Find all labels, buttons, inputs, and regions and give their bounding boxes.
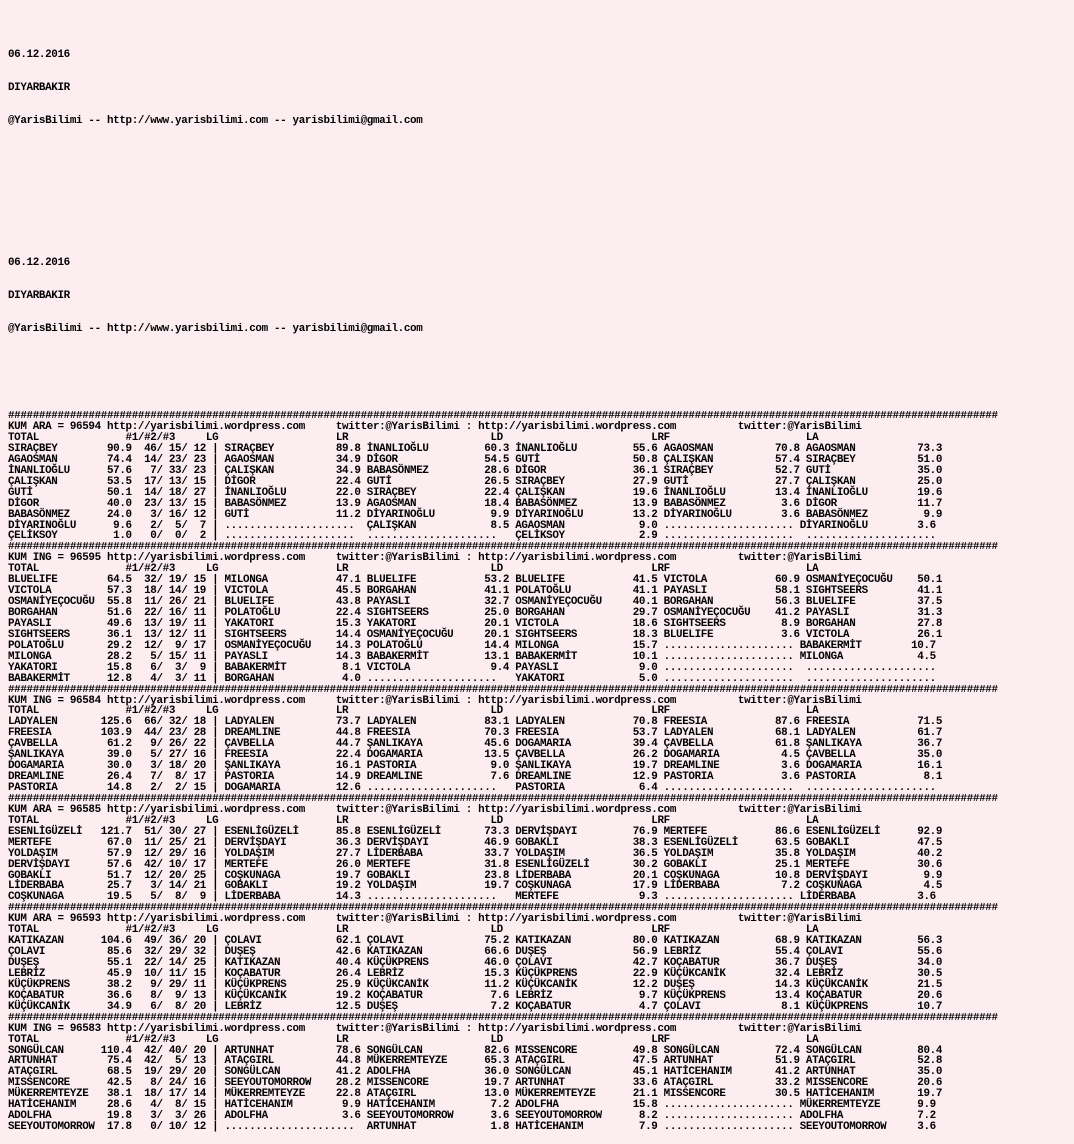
table-row: KÜÇÜKCANİK 34.9 6/ 8/ 20 | LEBRİZ 12.5 DUŞEŞ 7.2 KOÇABATUR 4.7 ÇOLAVI 8.1 KÜÇÜKPRENS 10.7 [8,1000,943,1013]
table-row: ŞANLIKAYA 39.0 5/ 27/ 16 | FREESIA 22.4 DOGAMARIA 13.5 ÇAVBELLA 26.2 DOGAMARIA 4.5 ÇAVBELLA 35.0 [8,749,943,762]
separator-line: ################################################################################################################################################################ [8,1012,998,1024]
table-row: ARTUNHAT 75.4 42/ 5/ 13 | ATAÇGIRL 44.8 MÜKERREMTEYZE 65.3 ATAÇGIRL 47.5 ARTUNHAT 51.9 ATAÇGIRL 52.8 [8,1055,943,1068]
table-row: İNANLIOĞLU 57.6 7/ 33/ 23 | ÇALIŞKAN 34.9 BABASÖNMEZ 28.6 DİGOR 36.1 SIRAÇBEY 52.7 GUTİ 35.0 [8,464,943,477]
table-row: MISSENCORE 42.5 8/ 24/ 16 | SEEYOUTOMORROW 28.2 MISSENCORE 19.7 ARTUNHAT 33.6 ATAÇGIRL 33.2 MISSENCORE 20.6 [8,1077,943,1090]
table-row: PAYASLI 49.6 13/ 19/ 11 | YAKATORI 15.3 YAKATORI 20.1 VICTOLA 18.6 SIGHTSEERS 8.9 BORGAHAN 27.8 [8,617,943,630]
table-row: DİYARINOĞLU 9.6 2/ 5/ 7 | ..................... ÇALIŞKAN 8.5 AGAOSMAN 9.0 ..................... DİYARINOĞLU 3.6 [8,519,936,532]
table-row: VICTOLA 57.3 18/ 14/ 19 | VICTOLA 45.5 BORGAHAN 41.1 POLATOĞLU 41.1 PAYASLI 58.1 SIGHTSEERS 41.1 [8,585,943,598]
table-row: GOBAKLI 51.7 12/ 20/ 25 | COŞKUNAGA 19.7 GOBAKLI 23.8 LİDERBABA 20.1 COŞKUNAGA 10.8 DERVİŞDAYI 9.9 [8,869,943,882]
table-row: FREESIA 103.9 44/ 23/ 28 | DREAMLINE 44.8 FREESIA 70.3 FREESIA 53.7 LADYALEN 68.1 LADYALEN 61.7 [8,727,943,740]
table-row: DERVİŞDAYI 57.6 42/ 10/ 17 | MERTEFE 26.0 MERTEFE 31.8 ESENLİGÜZELİ 30.2 GOBAKLI 25.1 MERTEFE 30.6 [8,858,943,871]
table-row: GUTİ 50.1 14/ 18/ 27 | İNANLIOĞLU 22.0 SIRAÇBEY 22.4 ÇALIŞKAN 19.6 İNANLIOĞLU 13.4 İNANLIOĞLU 19.6 [8,486,943,499]
table-row: ÇALIŞKAN 53.5 17/ 13/ 15 | DİGOR 22.4 GUTİ 26.5 SIRAÇBEY 27.9 GUTİ 27.7 ÇALIŞKAN 25.0 [8,475,943,488]
table-row: HATİCEHANIM 28.6 4/ 8/ 15 | HATİCEHANIM 9.9 HATİCEHANIM 7.2 ADOLFHA 15.8 ..................... MÜKERREMTEYZE 9.9 [8,1099,936,1112]
column-headers: TOTAL #1/#2/#3 LG LR LD LRF LA [8,814,819,827]
table-row: ADOLFHA 19.8 3/ 3/ 26 | ADOLFHA 3.6 SEEYOUTOMORROW 3.6 SEEYOUTOMORROW 8.2 ..................... ADOLFHA 7.2 [8,1110,936,1123]
separator-line: ################################################################################################################################################################ [8,411,998,423]
table-row: AGAOSMAN 74.4 14/ 23/ 23 | AGAOSMAN 34.9 DİGOR 54.5 GUTİ 50.8 ÇALIŞKAN 57.4 SIRAÇBEY 51.0 [8,453,943,466]
table-row: DUŞEŞ 55.1 22/ 14/ 25 | KATIKAZAN 40.4 KÜÇÜKPRENS 46.0 ÇOLAVI 42.7 KOÇABATUR 36.7 DUŞEŞ 34.0 [8,957,943,969]
table-row: BABASÖNMEZ 24.0 3/ 16/ 12 | GUTİ 11.2 DİYARINOĞLU 9.9 DİYARINOĞLU 13.2 DİYARINOĞLU 3.6 BABASÖNMEZ 9.9 [8,508,943,521]
race-table [8,1013,998,1133]
race-table [8,794,998,903]
header-block-2 [8,236,998,356]
column-headers: TOTAL #1/#2/#3 LG LR LD LRF LA [8,705,819,718]
column-headers: TOTAL #1/#2/#3 LG LR LD LRF LA [8,563,819,576]
table-row: LİDERBABA 25.7 3/ 14/ 21 | GOBAKLI 19.2 YOLDAŞIM 19.7 COŞKUNAGA 17.9 LİDERBABA 7.2 COŞKUNAGA 4.5 [8,880,943,893]
race-table [8,903,998,1012]
race-header: KUM ARA = 96585 http://yarisbilimi.wordpress.com twitter:@YarisBilimi : http://yarisbilimi.wordpress.com twitter:@YarisBilimi [8,803,862,816]
table-row: KOÇABATUR 36.6 8/ 9/ 13 | KÜÇÜKCANİK 19.2 KOÇABATUR 7.6 LEBRİZ 9.7 KÜÇÜKPRENS 13.4 KOÇABATUR 20.6 [8,989,943,1002]
table-row: KÜÇÜKPRENS 38.2 9/ 29/ 11 | KÜÇÜKPRENS 25.9 KÜÇÜKCANİK 11.2 KÜÇÜKCANİK 12.2 DUŞEŞ 14.3 KÜÇÜKCANİK 21.5 [8,978,943,991]
table-row: LEBRİZ 45.9 10/ 11/ 15 | KOÇABATUR 26.4 LEBRİZ 15.3 KÜÇÜKPRENS 22.9 KÜÇÜKCANİK 32.4 LEBRİZ 30.5 [8,967,943,980]
race-tables [8,411,998,1133]
separator-line: ################################################################################################################################################################ [8,542,998,554]
column-headers: TOTAL #1/#2/#3 LG LR LD LRF LA [8,1033,819,1046]
table-row: SEEYOUTOMORROW 17.8 0/ 10/ 12 | ..................... ARTUNHAT 1.8 HATİCEHANIM 7.9 ..................... SEEYOUTOMORROW 3.6 [8,1121,936,1134]
table-row: BABAKERMİT 12.8 4/ 3/ 11 | BORGAHAN 4.0 ..................... YAKATORI 5.0 ..................... ..................... [8,672,936,685]
header-city: DIYARBAKIR [8,81,70,94]
table-row: SIGHTSEERS 36.1 13/ 12/ 11 | SIGHTSEERS 14.4 OSMANİYEÇOCUĞU 20.1 SIGHTSEERS 18.3 BLUELIFE 3.6 VICTOLA 26.1 [8,628,943,641]
separator-line: ################################################################################################################################################################ [8,793,998,805]
table-row: BLUELIFE 64.5 32/ 19/ 15 | MILONGA 47.1 BLUELIFE 53.2 BLUELIFE 41.5 VICTOLA 60.9 OSMANİYEÇOCUĞU 50.1 [8,574,943,587]
table-row: ÇOLAVI 85.6 32/ 29/ 32 | DUŞEŞ 42.6 KATIKAZAN 66.6 DUŞEŞ 56.9 LEBRİZ 55.4 ÇOLAVI 55.6 [8,946,943,959]
table-row: MÜKERREMTEYZE 38.1 18/ 17/ 14 | MÜKERREMTEYZE 22.8 ATAÇGIRL 13.0 MÜKERREMTEYZE 21.1 MISSENCORE 30.5 HATİCEHANIM 19.7 [8,1088,943,1101]
race-table [8,411,998,542]
race-table [8,542,998,684]
table-row: ATAÇGIRL 68.5 19/ 29/ 20 | SONGÜLCAN 41.2 ADOLFHA 36.0 SONGÜLCAN 45.1 HATİCEHANIM 41.2 ARTUNHAT 35.0 [8,1066,943,1079]
document-body [8,6,998,1144]
race-header: KUM ARA = 96593 http://yarisbilimi.wordpress.com twitter:@YarisBilimi : http://yarisbilimi.wordpress.com twitter:@YarisBilimi [8,913,862,926]
table-row: OSMANİYEÇOCUĞU 55.8 11/ 26/ 21 | BLUELIFE 43.8 PAYASLI 32.7 OSMANİYEÇOCUĞU 40.1 BORGAHAN 56.3 BLUELIFE 37.5 [8,596,943,609]
header-block-1 [8,28,998,148]
table-row: ÇELİKSOY 1.0 0/ 0/ 2 | ..................... ..................... ÇELİKSOY 2.9 ..................... ..................... [8,530,936,543]
column-headers: TOTAL #1/#2/#3 LG LR LD LRF LA [8,432,819,444]
race-header: KUM ARA = 96594 http://yarisbilimi.wordpress.com twitter:@YarisBilimi : http://yarisbilimi.wordpress.com twitter:@YarisBilimi [8,421,862,434]
table-row: MERTEFE 67.0 11/ 25/ 21 | DERVİŞDAYI 36.3 DERVİŞDAYI 46.9 GOBAKLI 38.3 ESENLİGÜZELİ 63.5 GOBAKLI 47.5 [8,836,943,849]
table-row: DİGOR 40.0 23/ 13/ 15 | BABASÖNMEZ 13.9 AGAOSMAN 18.4 BABASÖNMEZ 13.9 BABASÖNMEZ 3.6 DİGOR 11.7 [8,497,943,510]
table-row: MILONGA 28.2 5/ 15/ 11 | PAYASLI 14.3 BABAKERMİT 13.1 BABAKERMİT 10.1 ..................... MILONGA 4.5 [8,650,936,663]
table-row: DREAMLINE 26.4 7/ 8/ 17 | PASTORIA 14.9 DREAMLINE 7.6 DREAMLINE 12.9 PASTORIA 3.6 PASTORIA 8.1 [8,771,943,784]
header-date: 06.12.2016 [8,48,70,61]
race-header: KUM ING = 96583 http://yarisbilimi.wordpress.com twitter:@YarisBilimi : http://yarisbilimi.wordpress.com twitter:@YarisBilimi [8,1022,862,1035]
header-date: 06.12.2016 [8,256,70,269]
table-row: KATIKAZAN 104.6 49/ 36/ 20 | ÇOLAVI 62.1 ÇOLAVI 75.2 KATIKAZAN 80.0 KATIKAZAN 68.9 KATIKAZAN 56.3 [8,935,943,948]
separator-line: ################################################################################################################################################################ [8,684,998,696]
table-row: ÇAVBELLA 61.2 9/ 26/ 22 | ÇAVBELLA 44.7 ŞANLIKAYA 45.6 DOGAMARIA 39.4 ÇAVBELLA 61.8 ŞANLIKAYA 36.7 [8,738,943,751]
race-header: KUM ING = 96595 http://yarisbilimi.wordpress.com twitter:@YarisBilimi : http://yarisbilimi.wordpress.com twitter:@YarisBilimi [8,552,862,565]
table-row: DOGAMARIA 30.0 3/ 18/ 20 | ŞANLIKAYA 16.1 PASTORIA 9.0 ŞANLIKAYA 19.7 DREAMLINE 3.6 DOGAMARIA 16.1 [8,760,943,773]
header-city: DIYARBAKIR [8,289,70,302]
table-row: YOLDAŞIM 57.9 12/ 29/ 16 | YOLDAŞIM 27.7 LİDERBABA 33.7 YOLDAŞIM 36.5 YOLDAŞIM 35.8 YOLDAŞIM 40.2 [8,847,943,860]
header-contact: @YarisBilimi -- http://www.yarisbilimi.com -- yarisbilimi@gmail.com [8,114,423,127]
table-row: POLATOĞLU 29.2 12/ 9/ 17 | OSMANİYEÇOCUĞU 14.3 POLATOĞLU 14.4 MILONGA 15.7 ..................... BABAKERMİT 10.7 [8,639,936,652]
table-row: ESENLİGÜZELİ 121.7 51/ 30/ 27 | ESENLİGÜZELİ 85.8 ESENLİGÜZELİ 73.3 DERVİŞDAYI 76.9 MERTEFE 86.6 ESENLİGÜZELİ 92.9 [8,825,943,838]
table-row: COŞKUNAGA 19.5 5/ 8/ 9 | LİDERBABA 14.3 ..................... MERTEFE 9.3 ..................... LİDERBABA 3.6 [8,891,936,904]
column-headers: TOTAL #1/#2/#3 LG LR LD LRF LA [8,924,819,937]
table-row: SONGÜLCAN 110.4 42/ 40/ 20 | ARTUNHAT 78.6 SONGÜLCAN 82.6 MISSENCORE 49.8 SONGÜLCAN 72.4 SONGÜLCAN 80.4 [8,1044,943,1057]
separator-line: ################################################################################################################################################################ [8,903,998,915]
race-header: KUM ING = 96584 http://yarisbilimi.wordpress.com twitter:@YarisBilimi : http://yarisbilimi.wordpress.com twitter:@YarisBilimi [8,694,862,707]
table-row: BORGAHAN 51.6 22/ 16/ 11 | POLATOĞLU 22.4 SIGHTSEERS 25.0 BORGAHAN 29.7 OSMANİYEÇOCUĞU 41.2 PAYASLI 31.3 [8,607,943,619]
table-row: YAKATORI 15.8 6/ 3/ 9 | BABAKERMİT 8.1 VICTOLA 9.4 PAYASLI 9.0 ..................... ..................... [8,661,936,674]
header-contact: @YarisBilimi -- http://www.yarisbilimi.com -- yarisbilimi@gmail.com [8,322,423,335]
race-table [8,685,998,794]
table-row: SIRAÇBEY 90.9 46/ 15/ 12 | SIRAÇBEY 89.8 İNANLIOĞLU 60.3 İNANLIOĞLU 55.6 AGAOSMAN 70.8 AGAOSMAN 73.3 [8,442,943,455]
table-row: PASTORIA 14.8 2/ 2/ 15 | DOGAMARIA 12.6 ..................... PASTORIA 6.4 ..................... ..................... [8,782,936,794]
table-row: LADYALEN 125.6 66/ 32/ 18 | LADYALEN 73.7 LADYALEN 83.1 LADYALEN 70.8 FREESIA 87.6 FREESIA 71.5 [8,716,943,729]
